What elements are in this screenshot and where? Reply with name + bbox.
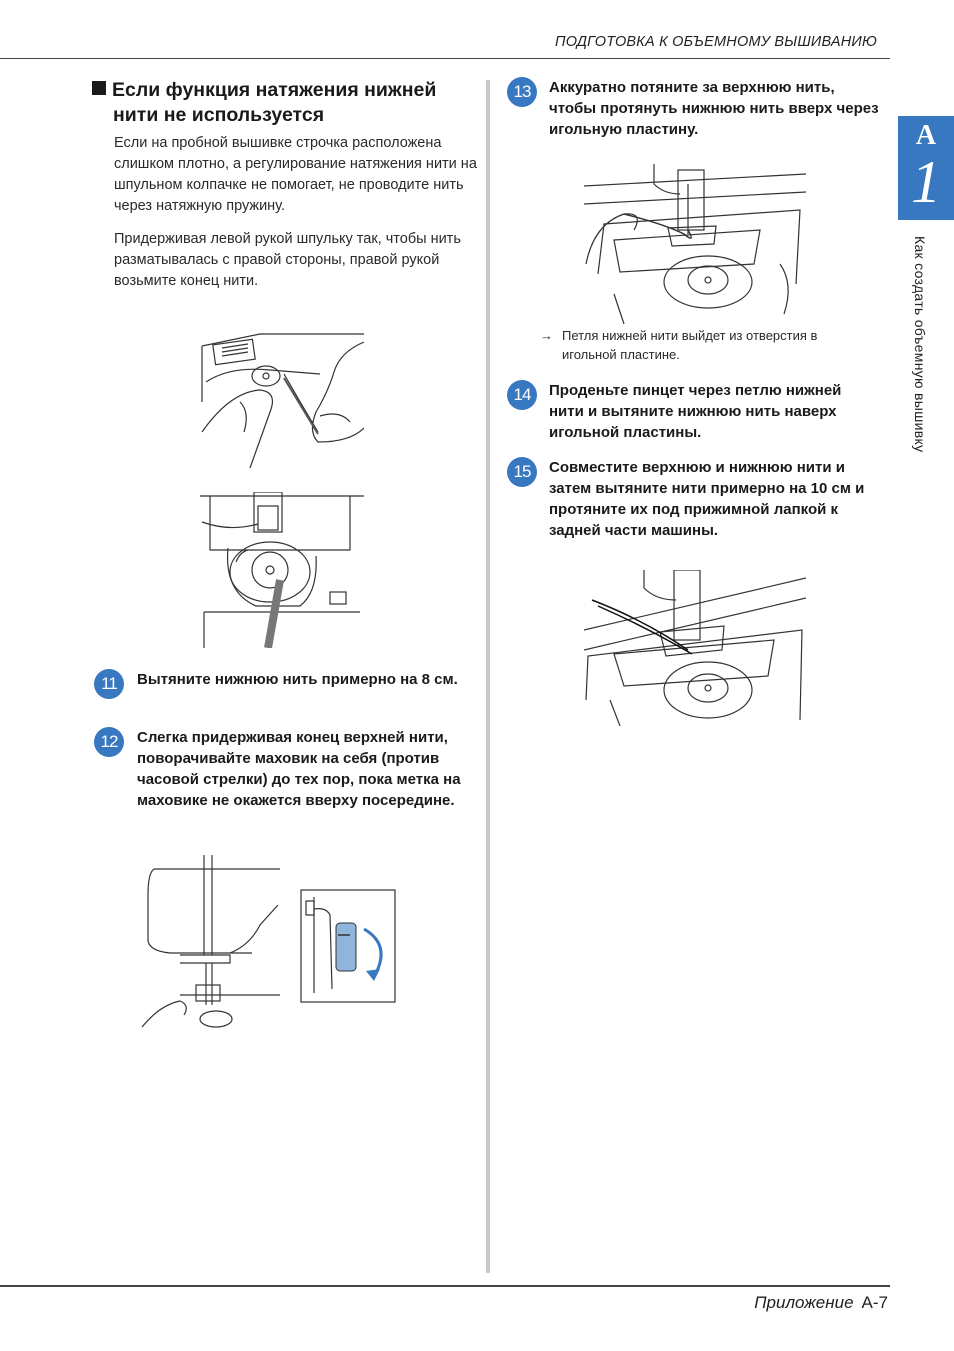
section-heading-line1: Если функция натяжения нижней xyxy=(112,79,437,101)
section-heading-line2: нити не используется xyxy=(113,104,325,126)
step-14-badge: 14 xyxy=(507,380,537,410)
handwheel-icon xyxy=(300,889,396,1003)
hands-bobbin-icon xyxy=(200,332,364,468)
result-note-text: Петля нижней нити выйдет из отверстия в игольной пластине. xyxy=(562,328,818,362)
chapter-tab-letter: A xyxy=(915,120,937,151)
step-15-text: Совместите верхнюю и нижнюю нити и затем вытяните нити примерно на 10 см и протяните их под прижимной лапкой к задней части машины. xyxy=(549,459,865,539)
machine-front-icon xyxy=(140,855,280,1035)
step-12-badge: 12 xyxy=(94,727,124,757)
step-12-text: Слегка придерживая конец верхней нити, поворачивайте маховик на себя (против часовой стрелки) до тех пор, пока метка на маховике не окажется вверху посередине. xyxy=(137,729,461,809)
section-heading xyxy=(92,78,482,128)
step-13-text: Аккуратно потяните за верхнюю нить, чтобы протянуть нижнюю нить вверх через игольную пластину. xyxy=(549,79,879,138)
step-11-badge: 11 xyxy=(94,669,124,699)
step-14-text: Проденьте пинцет через петлю нижней нити и вытяните нижнюю нить наверх игольной пластины. xyxy=(549,382,842,441)
chapter-tab-number: 1 xyxy=(911,149,941,215)
step-13-badge: 13 xyxy=(507,77,537,107)
chapter-caption: Как создать объемную вышивку xyxy=(912,236,928,453)
square-bullet-icon xyxy=(92,81,106,95)
footer-section-name: Приложение xyxy=(754,1293,854,1312)
column-divider xyxy=(486,80,490,1273)
step-11-text: Вытяните нижнюю нить примерно на 8 см. xyxy=(137,671,458,688)
bobbin-case-icon xyxy=(200,492,364,648)
running-header: ПОДГОТОВКА К ОБЪЕМНОМУ ВЫШИВАНИЮ xyxy=(555,34,877,50)
step-15-badge: 15 xyxy=(507,457,537,487)
arrow-right-icon: → xyxy=(540,328,553,343)
page-footer xyxy=(754,1293,888,1313)
needle-plate-loop-icon xyxy=(584,164,806,324)
page-number: A-7 xyxy=(861,1293,888,1312)
presser-foot-threads-icon xyxy=(584,570,806,726)
instruction-paragraph: Придерживая левой рукой шпульку так, чтобы нить разматывалась с правой стороны, правой рукой возьмите конец нити. xyxy=(114,231,461,289)
header-rule xyxy=(0,58,890,59)
chapter-tab xyxy=(898,116,954,220)
intro-paragraph: Если на пробной вышивке строчка расположена слишком плотно, а регулирование натяжения нити на шпульном колпачке не помогает, не проводите нить через натяжную пружину. xyxy=(114,135,477,214)
footer-rule xyxy=(0,1285,890,1287)
result-note xyxy=(540,326,870,364)
